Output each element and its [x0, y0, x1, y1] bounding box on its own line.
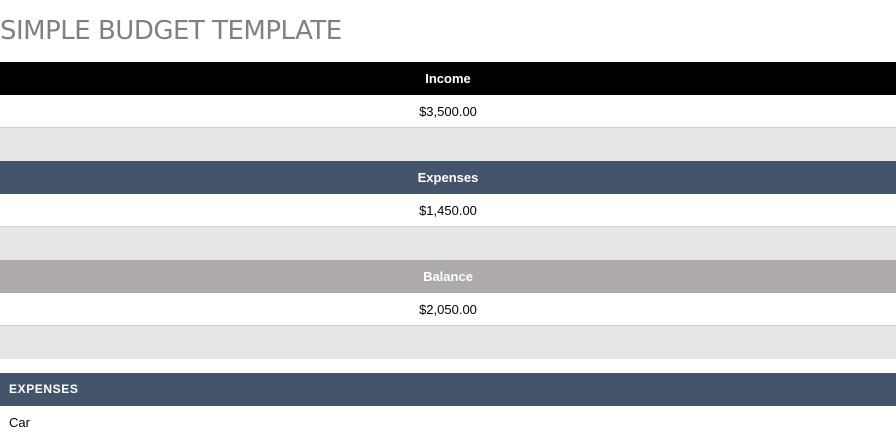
- page-title: SIMPLE BUDGET TEMPLATE: [0, 16, 342, 46]
- balance-blank-row[interactable]: [0, 326, 896, 359]
- expenses-header: Expenses: [0, 161, 896, 194]
- income-value-cell[interactable]: $3,500.00: [0, 95, 896, 128]
- expenses-value-cell[interactable]: $1,450.00: [0, 194, 896, 227]
- balance-value-cell[interactable]: $2,050.00: [0, 293, 896, 326]
- expense-item-car[interactable]: Car: [9, 415, 30, 430]
- expenses-blank-row[interactable]: [0, 227, 896, 260]
- balance-header: Balance: [0, 260, 896, 293]
- expenses-section-header: EXPENSES: [0, 373, 896, 406]
- income-header: Income: [0, 62, 896, 95]
- income-blank-row[interactable]: [0, 128, 896, 161]
